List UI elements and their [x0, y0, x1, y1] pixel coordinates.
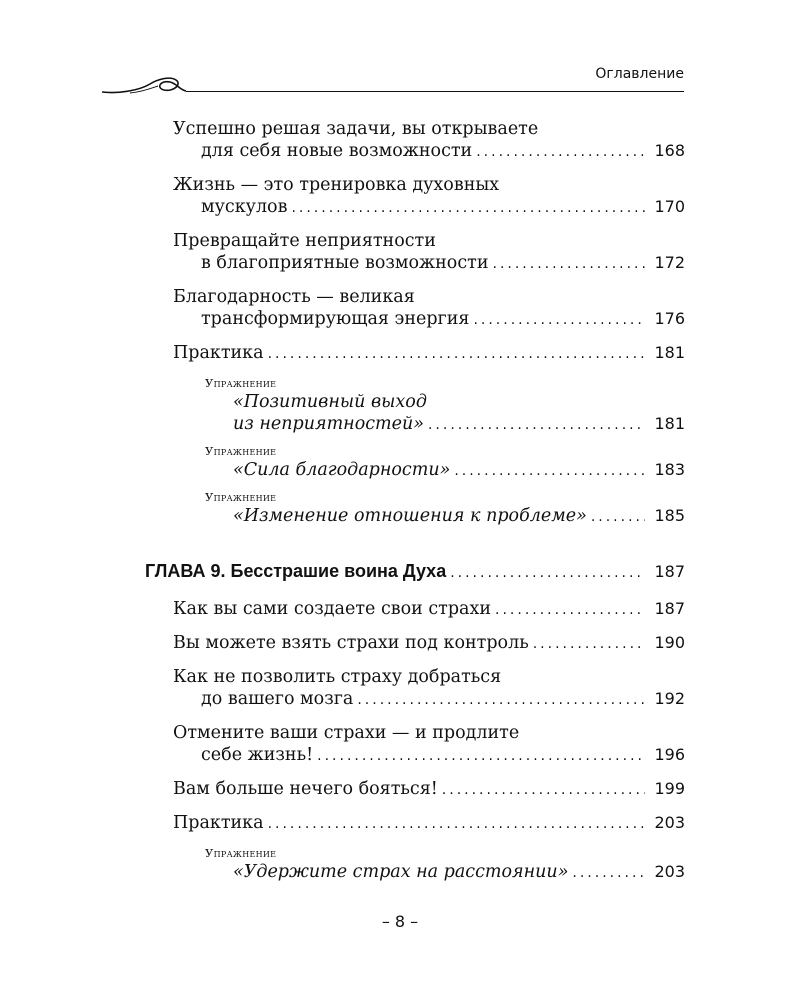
toc-page-number: 187 [654, 562, 685, 581]
toc-entry-title: Вам больше нечего бояться! [173, 779, 438, 799]
table-of-contents [145, 118, 685, 892]
toc-entry-title-cont: в благоприятные возможности [201, 253, 489, 273]
toc-page-number: 192 [654, 689, 685, 708]
exercise-title: «Сила благодарности» [233, 460, 451, 480]
leader-dots [572, 862, 645, 884]
exercise-title: «Удержите страх на расстоянии» [233, 862, 569, 882]
exercise-label: Упражнение [205, 376, 277, 390]
toc-page-number: 181 [654, 414, 685, 433]
toc-entry-title-cont: мускулов [201, 197, 288, 217]
toc-entry-title: Вы можете взять страхи под контроль [173, 633, 529, 653]
leader-dots [533, 633, 645, 655]
chapter-title: ГЛАВА 9. Бесстрашие воина Духа [145, 561, 447, 581]
toc-page-number: 185 [654, 506, 685, 525]
leader-dots [454, 460, 645, 482]
page-number-footer: – 8 – [381, 912, 419, 931]
toc-entry [145, 286, 685, 331]
toc-entry [145, 778, 685, 801]
leader-dots [493, 253, 646, 275]
toc-entry-title: Жизнь — это тренировка духовных [173, 175, 500, 195]
toc-entry-title-cont: себе жизнь! [201, 745, 314, 765]
exercise-label: Упражнение [205, 444, 277, 458]
toc-exercise [145, 376, 685, 436]
toc-page-number: 187 [654, 599, 685, 618]
exercise-label: Упражнение [205, 490, 277, 504]
leader-dots [428, 414, 645, 436]
toc-entry [145, 722, 685, 767]
leader-dots [495, 599, 645, 621]
toc-entry-title: Превращайте неприятности [173, 231, 436, 251]
toc-page-number: 203 [654, 862, 685, 881]
toc-exercise [145, 846, 685, 884]
running-header-title: Оглавление [595, 66, 684, 82]
toc-page-number: 203 [654, 813, 685, 832]
leader-dots [268, 343, 645, 365]
toc-page-number: 181 [654, 343, 685, 362]
leader-dots [476, 141, 645, 163]
leader-dots [268, 813, 645, 835]
toc-entry [145, 598, 685, 621]
toc-entry [145, 812, 685, 835]
toc-entry-title: Отмените ваши страхи — и продлите [173, 723, 520, 743]
exercise-title: «Позитивный выход [233, 392, 427, 412]
toc-exercise [145, 444, 685, 482]
leader-dots [442, 779, 645, 801]
toc-entry [145, 666, 685, 711]
chapter-heading [145, 560, 685, 584]
toc-page-number: 183 [654, 460, 685, 479]
toc-entry-title: Практика [173, 343, 264, 363]
toc-page-number: 176 [654, 309, 685, 328]
exercise-title-cont: из неприятностей» [233, 414, 424, 434]
running-header [100, 60, 684, 96]
toc-entry [145, 342, 685, 365]
toc-exercise [145, 490, 685, 528]
toc-page-number: 172 [654, 253, 685, 272]
toc-page-number: 190 [654, 633, 685, 652]
toc-page-number: 170 [654, 197, 685, 216]
toc-entry [145, 174, 685, 219]
toc-entry-title: Благодарность — великая [173, 287, 415, 307]
leader-dots [473, 309, 645, 331]
leader-dots [450, 562, 645, 584]
toc-entry-title: Как вы сами создаете свои страхи [173, 599, 492, 619]
toc-entry-title-cont: трансформирующая энергия [201, 309, 470, 329]
toc-entry-title-cont: до вашего мозга [201, 689, 354, 709]
leader-dots [591, 506, 645, 528]
toc-entry [145, 118, 685, 163]
leader-dots [291, 197, 645, 219]
toc-entry-title: Успешно решая задачи, вы открываете [173, 119, 539, 139]
toc-page-number: 168 [654, 141, 685, 160]
leader-dots [357, 689, 645, 711]
toc-entry [145, 632, 685, 655]
toc-entry-title: Практика [173, 813, 264, 833]
header-rule [186, 91, 684, 92]
leader-dots [317, 745, 645, 767]
toc-page-number: 199 [654, 779, 685, 798]
exercise-label: Упражнение [205, 846, 277, 860]
toc-entry [145, 230, 685, 275]
exercise-title: «Изменение отношения к проблеме» [233, 506, 587, 526]
toc-page-number: 196 [654, 745, 685, 764]
toc-entry-title: Как не позволить страху добраться [173, 667, 502, 687]
toc-entry-title-cont: для себя новые возможности [201, 141, 473, 161]
flourish-ornament-icon [100, 70, 186, 100]
